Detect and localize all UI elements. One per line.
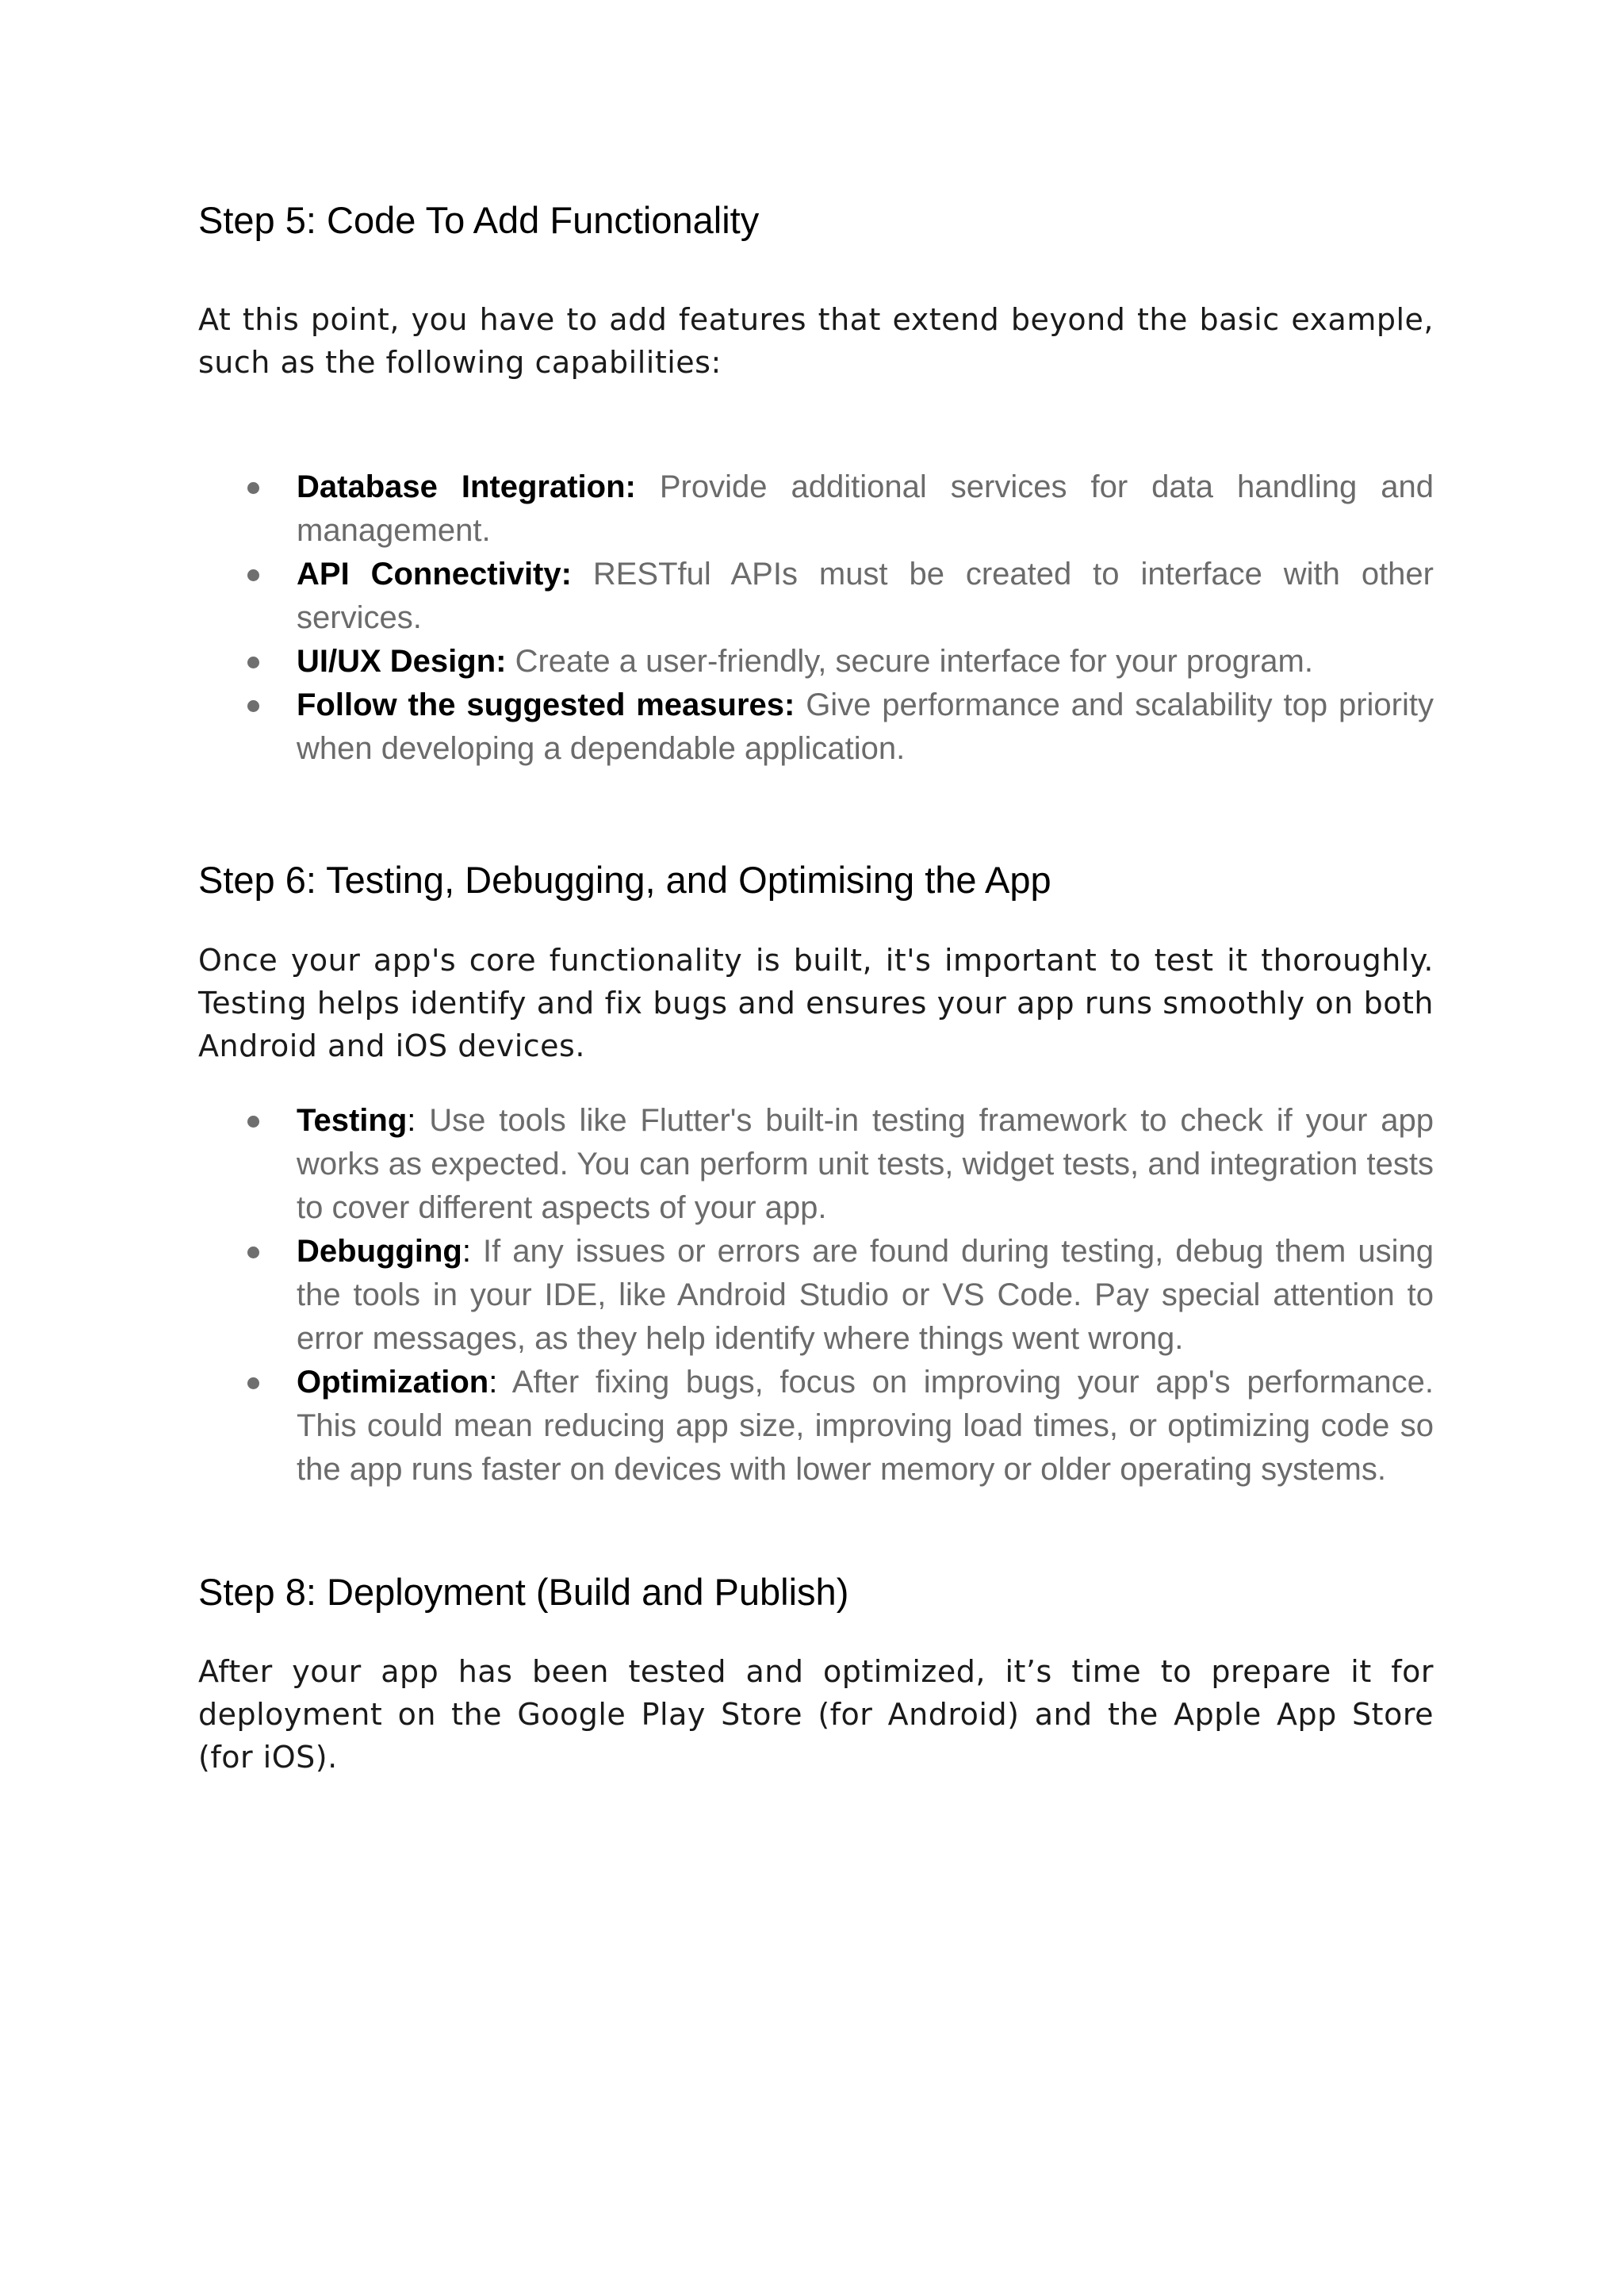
list-item-term: UI/UX Design: — [297, 644, 507, 679]
step6-list — [198, 1099, 1434, 1492]
bullet-icon — [247, 700, 259, 712]
step5-intro: At this point, you have to add features that extend beyond the basic example, such as the following capabilities: — [198, 302, 1434, 380]
list-item — [198, 1230, 1434, 1361]
step8-intro: After your app has been tested and optimized, it’s time to prepare it for deployment on the Google Play Store (for Android) and the Apple App Store (for iOS). — [198, 1654, 1434, 1775]
list-item-text: Use tools like Flutter's built-in testing framework to check if your app works as expected. You can perform unit tests, widget tests, and integration tests to cover different aspects of your app. — [297, 1103, 1434, 1225]
list-item-text: Give performance and scalability top priority when developing a dependable application. — [297, 687, 1434, 766]
step5-heading: Step 5: Code To Add Functionality — [198, 199, 760, 241]
bullet-icon — [247, 569, 259, 581]
step5-list — [198, 465, 1434, 771]
step8-heading: Step 8: Deployment (Build and Publish) — [198, 1571, 849, 1613]
step6-intro: Once your app's core functionality is built, it's important to test it thoroughly. Testing helps identify and fix bugs and ensures your app runs smoothly on both Android and iOS devices. — [198, 943, 1434, 1063]
list-item — [198, 1099, 1434, 1230]
bullet-icon — [247, 657, 259, 668]
list-item — [198, 465, 1434, 553]
list-item — [198, 684, 1434, 771]
list-item-text: If any issues or errors are found during testing, debug them using the tools in your IDE, like Android Studio or VS Code. Pay special attention to error messages, as they help identify where things went wrong. — [297, 1234, 1434, 1356]
list-item-term: Database Integration: — [297, 469, 636, 504]
list-item-term: Follow the suggested measures: — [297, 687, 795, 722]
list-item-text: RESTful APIs must be created to interface with other services. — [297, 557, 1434, 635]
list-item-colon: : — [407, 1103, 416, 1138]
list-item-text: After fixing bugs, focus on improving your app's performance. This could mean reducing app size, improving load times, or optimizing code so the app runs faster on devices with lower memory or older operating systems. — [297, 1365, 1434, 1487]
step6-heading: Step 6: Testing, Debugging, and Optimising the App — [198, 859, 1051, 901]
list-item-text: Provide additional services for data handling and management. — [297, 469, 1434, 548]
list-item — [198, 1361, 1434, 1492]
list-item-text: Create a user-friendly, secure interface for your program. — [506, 644, 1313, 679]
list-item — [198, 553, 1434, 640]
list-item-term: Optimization — [297, 1365, 489, 1400]
bullet-icon — [247, 1116, 259, 1128]
list-item-term: Debugging — [297, 1234, 462, 1269]
list-item-colon: : — [488, 1365, 498, 1400]
bullet-icon — [247, 1247, 259, 1258]
list-item — [198, 640, 1434, 684]
list-item-colon: : — [462, 1234, 471, 1269]
list-item-term: API Connectivity: — [297, 557, 572, 592]
bullet-icon — [247, 1377, 259, 1389]
bullet-icon — [247, 482, 259, 494]
list-item-term: Testing — [297, 1103, 408, 1138]
